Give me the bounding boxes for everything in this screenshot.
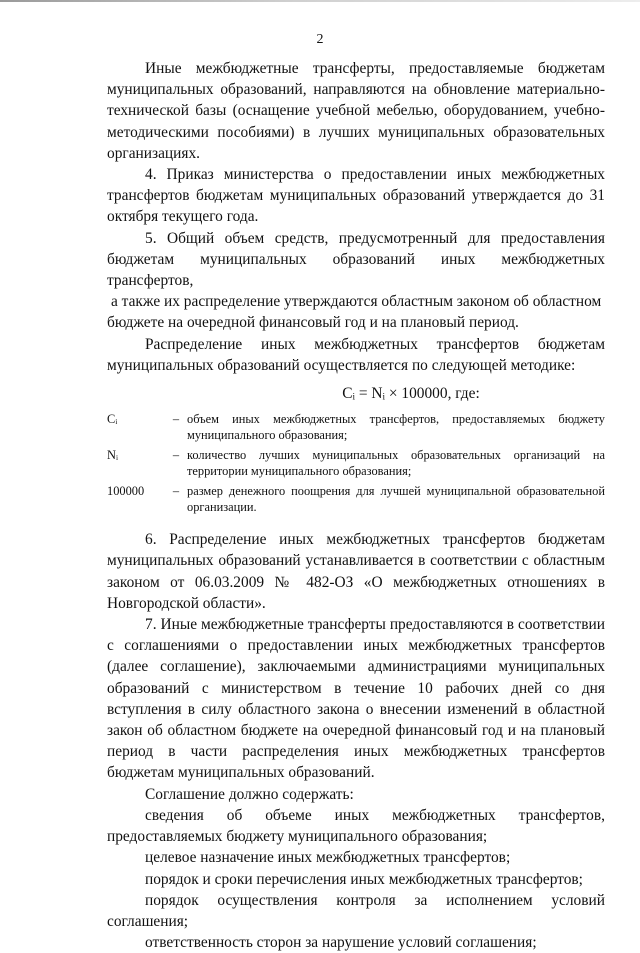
list-item: порядок осуществления контроля за исполнением условий соглашения;: [107, 891, 605, 930]
document-body: [107, 58, 605, 953]
definition-text: размер денежного поощрения для лучшей муниципальной образовательной организации.: [187, 484, 605, 514]
paragraph-methodology: Распределение иных межбюджетных трансфертов бюджетам муниципальных образований осуществляется по следующей методике:: [107, 335, 605, 374]
definition-text: объем иных межбюджетных трансфертов, предоставляемых бюджету муниципального образования;: [187, 412, 605, 442]
list-item: целевое назначение иных межбюджетных трансфертов;: [145, 849, 511, 867]
definition-dash: –: [172, 412, 180, 427]
paragraph-agreement-contents: Соглашение должно содержать:: [145, 785, 354, 803]
paragraph-item-6: 6. Распределение иных межбюджетных трансфертов бюджетам муниципальных образований устанавливается в соответствии с областным законом от 06.03.2009 № 482-ОЗ «О межбюджетных отношениях в Новгородской области».: [107, 531, 605, 612]
paragraph-item-5-continued: а также их распределение утверждаются областным законом об областном бюджете на очередной финансовый год и на плановый период.: [107, 293, 602, 332]
paragraph-item-7: 7. Иные межбюджетные трансферты предоставляются в соответствии с соглашениями о предоставлении иных межбюджетных трансфертов (далее соглашение), заключаемыми администрациями муниципальных образований с министерством в течение 10 рабочих дней со дня вступления в силу областного закона о внесении изменений в областной закон об областном бюджете на очередной финансовый год и на плановый период в части распределения иных межбюджетных трансфертов бюджетам муниципальных образований.: [107, 616, 605, 782]
definition-dash: –: [172, 448, 180, 463]
definition-row: [107, 412, 605, 443]
formula: Cᵢ = Nᵢ × 100000, где:: [342, 385, 480, 403]
paragraph-item-5: 5. Общий объем средств, предусмотренный для предоставления бюджетам муниципальных образований иных межбюджетных трансфертов,: [107, 229, 605, 290]
definition-symbol: Nᵢ: [107, 448, 118, 463]
agreement-contents-list: [107, 805, 605, 953]
list-item: сведения об объеме иных межбюджетных трансфертов, предоставляемых бюджету муниципального образования;: [107, 806, 605, 846]
formula-definitions: [107, 412, 605, 515]
definition-row: [107, 448, 605, 479]
definition-symbol: Cᵢ: [107, 412, 118, 427]
definition-symbol: 100000: [107, 484, 145, 499]
list-item: ответственность сторон за нарушение условий соглашения;: [145, 934, 537, 952]
paragraph-item-4: 4. Приказ министерства о предоставлении иных межбюджетных трансфертов бюджетам муниципальных образований утверждается до 31 октября текущего года.: [107, 166, 605, 226]
list-item: порядок и сроки перечисления иных межбюджетных трансфертов;: [145, 870, 583, 888]
page-number: 2: [316, 32, 324, 47]
definition-row: [107, 484, 605, 515]
definition-text: количество лучших муниципальных образовательных организаций на территории муниципального образования;: [187, 448, 605, 478]
definition-dash: –: [172, 484, 180, 499]
paragraph-transfers-purpose: Иные межбюджетные трансферты, предоставляемые бюджетам муниципальных образований, направляются на обновление материально-технической базы (оснащение учебной мебелью, оборудованием, учебно-методическими пособиями) в лучших муниципальных образовательных организациях.: [107, 60, 605, 162]
scan-top-edge: [0, 0, 640, 2]
